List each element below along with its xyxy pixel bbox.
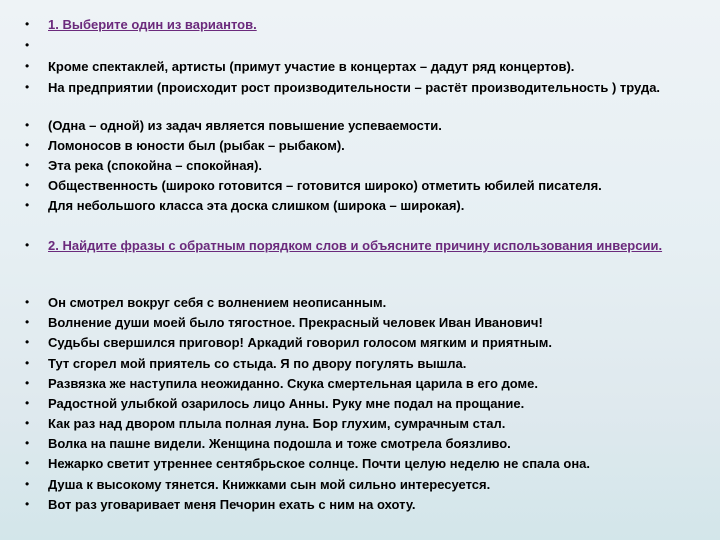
bullet: • bbox=[25, 335, 30, 349]
list-item-text: Как раз над двором плыла полная луна. Бор глухим, сумрачным стал. bbox=[48, 416, 506, 431]
bullet: • bbox=[25, 80, 30, 94]
bullet: • bbox=[25, 238, 30, 252]
list-item-text: Волка на пашне видели. Женщина подошла и тоже смотрела боязливо. bbox=[48, 436, 511, 451]
list-item-text: Для небольшого класса эта доска слишком (широка – широкая). bbox=[48, 198, 465, 213]
bullet: • bbox=[25, 356, 30, 370]
bullet: • bbox=[25, 497, 30, 511]
bullet: • bbox=[25, 315, 30, 329]
bullet: • bbox=[25, 376, 30, 390]
section1-heading: 1. Выберите один из вариантов. bbox=[48, 17, 257, 32]
list-item-text: Ломоносов в юности был (рыбак – рыбаком). bbox=[48, 138, 345, 153]
list-item-text: Он смотрел вокруг себя с волнением неописанным. bbox=[48, 295, 387, 310]
list-item-text: Кроме спектаклей, артисты (примут участие в концертах – дадут ряд концертов). bbox=[48, 59, 575, 74]
list-item-text: Общественность (широко готовится – готовится широко) отметить юбилей писателя. bbox=[48, 178, 602, 193]
list-item-text: Вот раз уговаривает меня Печорин ехать с ним на охоту. bbox=[48, 497, 416, 512]
list-item-text: Судьбы свершился приговор! Аркадий говорил голосом мягким и приятным. bbox=[48, 335, 552, 350]
bullet: • bbox=[25, 416, 30, 430]
bullet: • bbox=[25, 178, 30, 192]
list-item-text: Развязка же наступила неожиданно. Скука смертельная царила в его доме. bbox=[48, 376, 539, 391]
bullet: • bbox=[25, 17, 30, 31]
bullet: • bbox=[25, 198, 30, 212]
bullet: • bbox=[25, 138, 30, 152]
bullet: • bbox=[25, 295, 30, 309]
list-item-text: Нежарко светит утреннее сентябрьское солнце. Почти целую неделю не спала она. bbox=[48, 456, 591, 471]
section2-heading: 2. Найдите фразы с обратным порядком слов и объясните причину использования инверсии. bbox=[48, 238, 663, 253]
bullet: • bbox=[25, 38, 30, 52]
list-item-text: Эта река (спокойна – спокойная). bbox=[48, 158, 263, 173]
list-item-text: Тут сгорел мой приятель со стыда. Я по двору погулять вышла. bbox=[48, 356, 467, 371]
list-item-text: На предприятии (происходит рост производительности – растёт производительность ) труда. bbox=[48, 80, 661, 95]
list-item-text: Душа к высокому тянется. Книжками сын мой сильно интересуется. bbox=[48, 477, 491, 492]
list-item-text: (Одна – одной) из задач является повышение успеваемости. bbox=[48, 118, 442, 133]
bullet: • bbox=[25, 158, 30, 172]
bullet: • bbox=[25, 477, 30, 491]
list-item-text: Радостной улыбкой озарилось лицо Анны. Руку мне подал на прощание. bbox=[48, 396, 525, 411]
bullet: • bbox=[25, 396, 30, 410]
bullet: • bbox=[25, 436, 30, 450]
bullet: • bbox=[25, 59, 30, 73]
list-item-text: Волнение души моей было тягостное. Прекрасный человек Иван Иванович! bbox=[48, 315, 543, 330]
bullet: • bbox=[25, 456, 30, 470]
bullet: • bbox=[25, 118, 30, 132]
